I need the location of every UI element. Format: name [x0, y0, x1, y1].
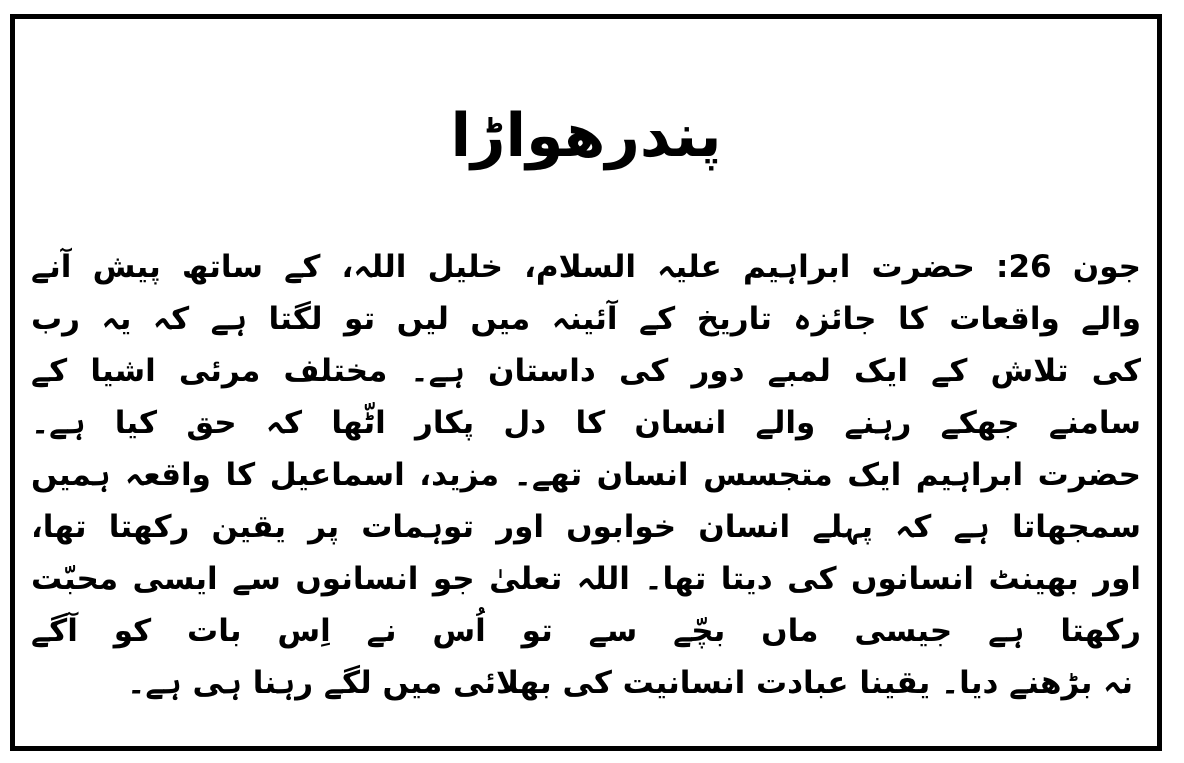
body-line-7: اور بھینٹ انسانوں کی دیتا تھا۔ اللہ تعلیٰ جو انسانوں سے ایسی محبّت [31, 561, 1141, 597]
body-line-4: سامنے جھکے رہنے والے انسان کا دل پکار اٹّھا کہ حق کیا ہے۔ [31, 405, 1141, 441]
body-line-1: جون 26: حضرت ابراہیم علیہ السلام، خلیل اللہ، کے ساتھ پیش آنے [31, 249, 1141, 285]
body-line-8: رکھتا ہے جیسی ماں بچّے سے تو اُس نے اِس بات کو آگے [31, 613, 1141, 649]
body-line-6: سمجھاتا ہے کہ پہلے انسان خوابوں اور توہمات پر یقین رکھتا تھا، [31, 509, 1141, 545]
page-title: پندرھواڑا [450, 101, 722, 171]
body-line-3: کی تلاش کے ایک لمبے دور کی داستان ہے۔ مختلف مرئی اشیا کے [31, 353, 1141, 389]
body-line-2: والے واقعات کا جائزہ تاریخ کے آئینہ میں لیں تو لگتا ہے کہ یہ رب [31, 301, 1141, 337]
body-line-5: حضرت ابراہیم ایک متجسس انسان تھے۔ مزید، اسماعیل کا واقعہ ہمیں [31, 457, 1141, 493]
article-body [31, 241, 1141, 709]
page-frame [10, 14, 1162, 751]
body-line-9: نہ بڑھنے دیا۔ یقینا عبادت انسانیت کی بھلائی میں لگے رہنا ہی ہے۔ [127, 665, 1133, 701]
